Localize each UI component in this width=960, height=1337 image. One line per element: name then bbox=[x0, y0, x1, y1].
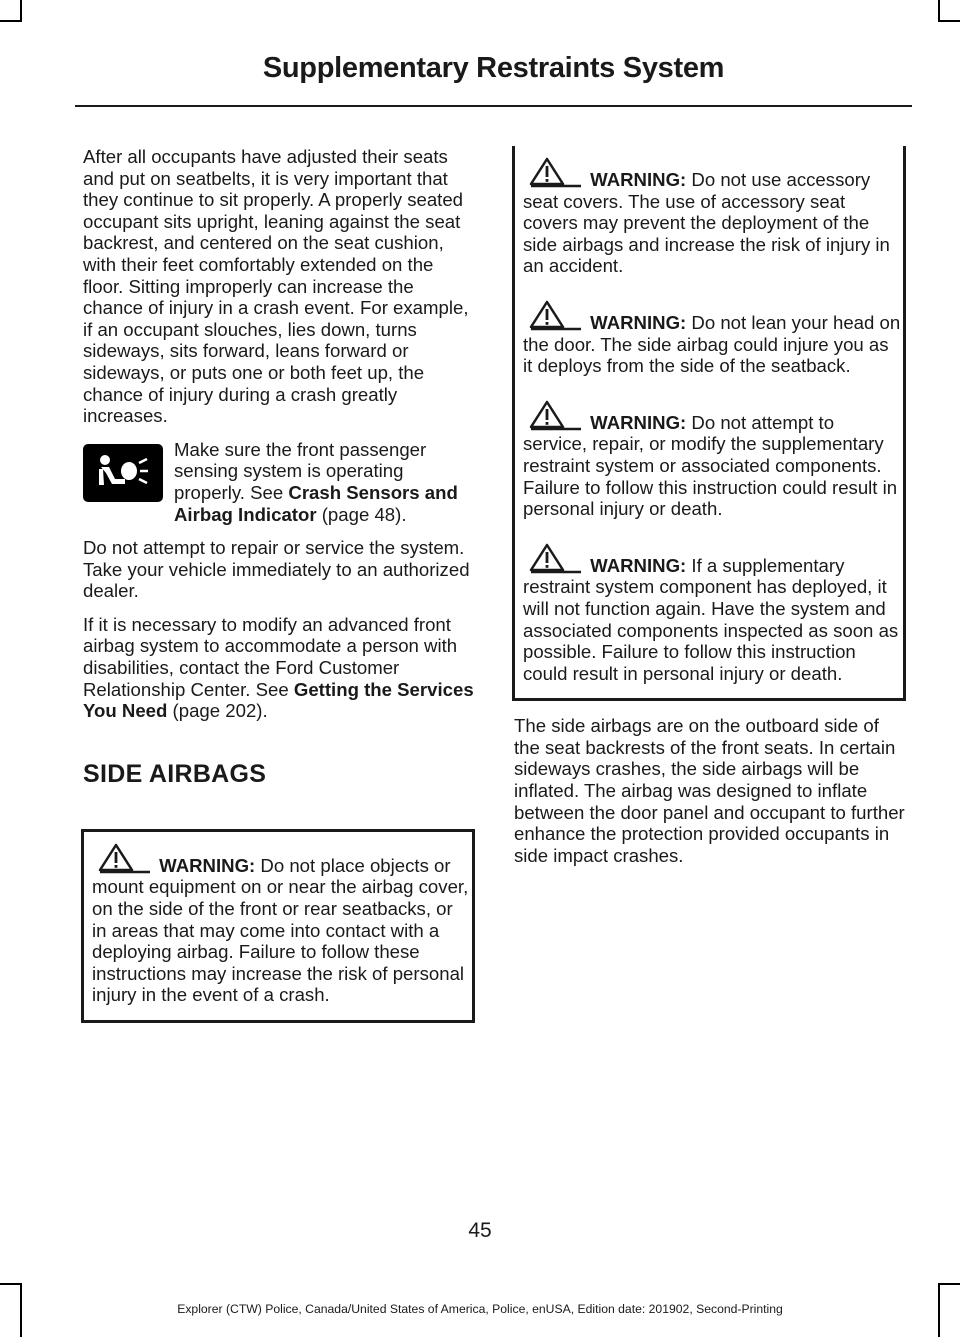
warning-box bbox=[81, 829, 475, 1023]
warning-text: Do not attempt to service, repair, or modify the supplementary restraint system or associated components. Failure to follow this instruction could result in personal injury or death. bbox=[523, 411, 898, 520]
warning-triangle-icon bbox=[96, 842, 152, 874]
warning-item bbox=[523, 542, 903, 685]
warning-box bbox=[512, 146, 906, 701]
warning-item bbox=[523, 399, 903, 520]
warning-triangle-icon bbox=[527, 299, 583, 331]
warning-text: Do not place objects or mount equipment on or near the airbag cover, on the side of the front or rear seatbacks, or in areas that may come into contact with a deploying airbag. Failure to follow these instructions may increase the risk of personal injury in the event of a crash. bbox=[92, 854, 469, 1006]
warning-label: WARNING: bbox=[590, 169, 687, 190]
intro-paragraph: After all occupants have adjusted their seats and put on seatbelts, it is very important that they continue to sit properly. A properly seated occupant sits upright, leaning against the seat backrest, and centered on the seat cushion, with their feet comfortably extended on the floor. Sitting improperly can increase the chance of injury in a crash event. For example, if an occupant slouches, lies down, turns sideways, sits forward, leans forward or sideways, or puts one or both feet up, the chance of injury during a crash greatly increases. bbox=[83, 146, 469, 427]
warning-label: WARNING: bbox=[590, 311, 687, 333]
warning-label: WARNING: bbox=[159, 854, 256, 876]
right-column bbox=[514, 146, 906, 878]
crop-mark bbox=[938, 0, 940, 22]
header-divider bbox=[75, 105, 912, 107]
warning-triangle-icon bbox=[527, 399, 583, 431]
warning-text: If a supplementary restraint system component has deployed, it will not function again. Have the system and associated components inspected as soon as possible. Failure to follow this instruction could result in personal injury or death. bbox=[523, 554, 899, 684]
warning-label: WARNING: bbox=[590, 554, 687, 576]
passenger-airbag-indicator-icon bbox=[83, 444, 163, 502]
crop-mark bbox=[0, 20, 22, 22]
crop-mark bbox=[938, 20, 960, 22]
indicator-page-ref: (page 48). bbox=[316, 503, 407, 525]
warning-item bbox=[523, 299, 903, 377]
crash-sensors-link[interactable]: Crash Sensors and Airbag Indicator bbox=[174, 481, 458, 525]
warning-triangle-icon bbox=[527, 542, 583, 574]
modify-text: If it is necessary to modify an advanced front airbag system to accommodate a person with disabilities, contact the Ford Customer Relationship Center. See bbox=[83, 613, 458, 700]
warning-label: WARNING: bbox=[590, 411, 687, 433]
edition-footer: Explorer (CTW) Police, Canada/United States of America, Police, enUSA, Edition date: 201902, Second-Printing bbox=[177, 1302, 783, 1316]
repair-paragraph: Do not attempt to repair or service the system. Take your vehicle immediately to an authorized dealer. bbox=[83, 537, 470, 602]
crop-mark bbox=[938, 1283, 960, 1285]
crop-mark bbox=[20, 0, 22, 22]
crop-mark bbox=[0, 1283, 22, 1285]
passenger-sensing-note bbox=[83, 439, 475, 525]
page-number: 45 bbox=[468, 1219, 492, 1242]
modify-page-ref: (page 202). bbox=[167, 700, 268, 722]
page-title: Supplementary Restraints System bbox=[262, 52, 725, 84]
warning-text: Do not lean your head on the door. The side airbag could injure you as it deploys from the side of the seatback. bbox=[523, 311, 901, 377]
warning-item bbox=[523, 156, 903, 277]
warning-item bbox=[92, 842, 472, 1006]
services-link[interactable]: Getting the Services You Need bbox=[83, 678, 474, 722]
left-column bbox=[83, 146, 475, 1023]
warning-text: Do not use accessory seat covers. The use of accessory seat covers may prevent the deployment of the side airbags and increase the risk of injury in an accident. bbox=[523, 169, 890, 277]
section-heading: SIDE AIRBAGS bbox=[83, 759, 267, 788]
warning-triangle-icon bbox=[527, 156, 583, 188]
side-airbag-description: The side airbags are on the outboard side of the seat backrests of the front seats. In certain sideways crashes, the side airbags will be inflated. The airbag was designed to inflate between the door panel and occupant to further enhance the protection provided occupants in side impact crashes. bbox=[514, 715, 905, 866]
indicator-text: Make sure the front passenger sensing system is operating properly. See bbox=[174, 438, 427, 503]
